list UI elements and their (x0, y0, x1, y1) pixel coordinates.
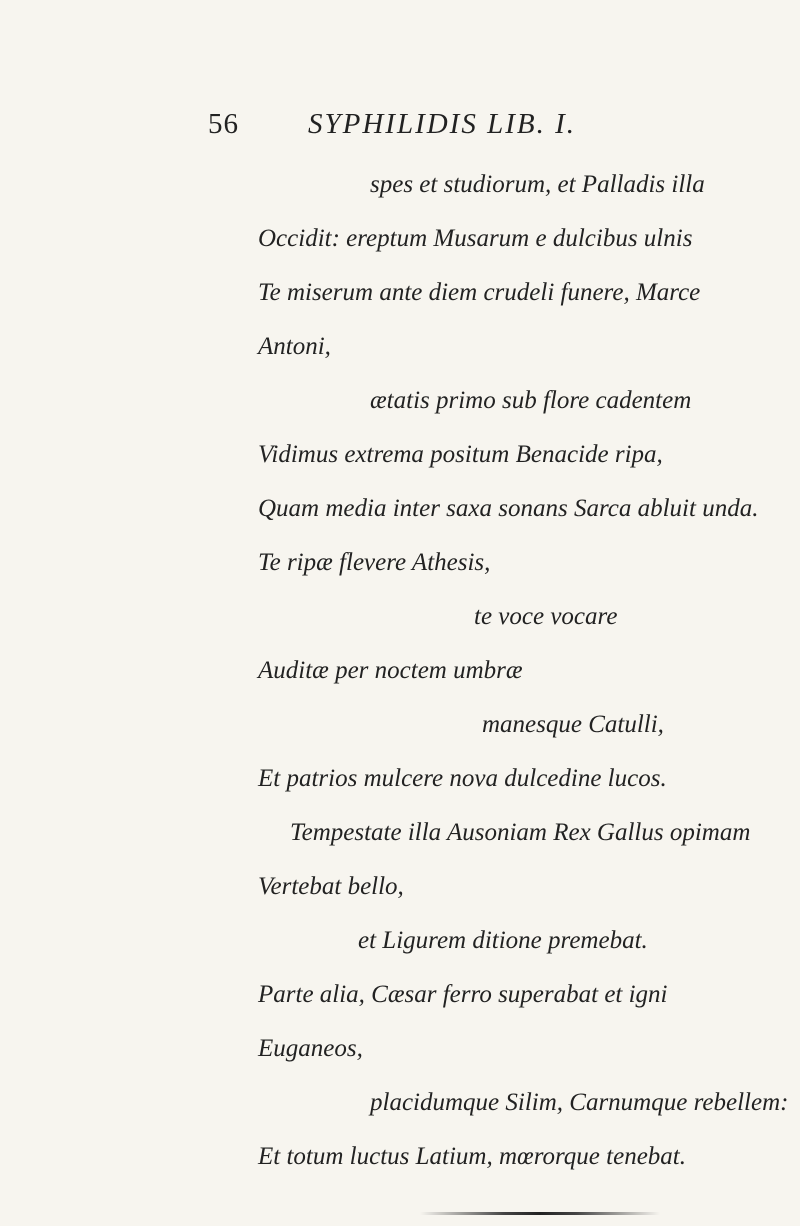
end-ornament-rule (420, 1212, 660, 1215)
verse-line: placidumque Silim, Carnumque rebellem: (370, 1089, 789, 1116)
verse-line: ætatis primo sub flore cadentem (370, 387, 692, 414)
verse-line: Tempestate illa Ausoniam Rex Gallus opimam (290, 819, 751, 846)
verse-line: Parte alia, Cæsar ferro superabat et igni (258, 981, 668, 1008)
verse-line: Te ripæ flevere Athesis, (258, 549, 491, 576)
verse-line: Euganeos, (258, 1035, 363, 1062)
verse-line: et Ligurem ditione premebat. (358, 927, 648, 954)
verse-line: manesque Catulli, (482, 711, 664, 738)
verse-line: Auditæ per noctem umbræ (258, 657, 523, 684)
verse-line: Et totum luctus Latium, mœrorque tenebat. (258, 1143, 686, 1170)
verse-line: te voce vocare (474, 603, 618, 630)
verse-line: spes et studiorum, et Palladis illa (370, 171, 705, 198)
verse-line: Quam media inter saxa sonans Sarca abluit unda. (258, 495, 759, 522)
running-title: SYPHILIDIS LIB. I. (308, 108, 576, 140)
verse-line: Antoni, (258, 333, 331, 360)
verse-line: Vidimus extrema positum Benacide ripa, (258, 441, 663, 468)
page-number: 56 (208, 108, 239, 140)
verse-line: Et patrios mulcere nova dulcedine lucos. (258, 765, 667, 792)
verse-line: Vertebat bello, (258, 873, 404, 900)
verse-line: Occidit: ereptum Musarum e dulcibus ulnis (258, 225, 693, 252)
verse-line: Te miserum ante diem crudeli funere, Marce (258, 279, 701, 306)
